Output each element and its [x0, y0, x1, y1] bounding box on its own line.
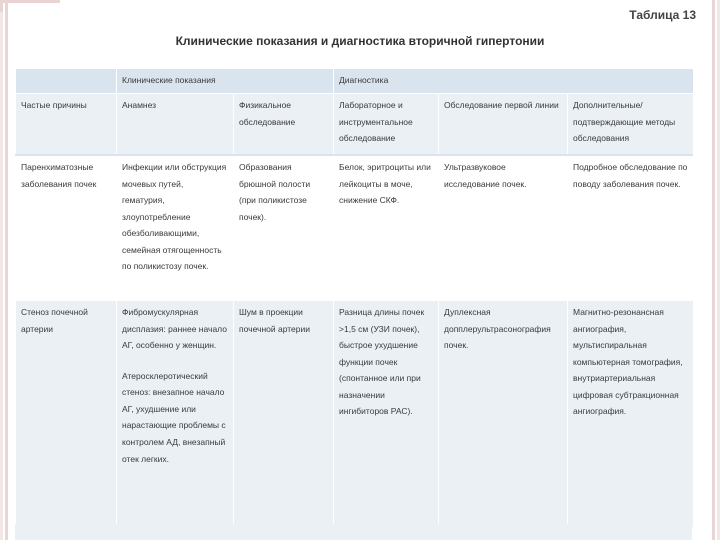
slide-frame-corner — [0, 0, 60, 12]
paragraph-gap — [122, 354, 228, 368]
cell-anamnesis: Инфекции или обструкция мочевых путей, гематурия, злоупотребление обезболивающими, семейная отягощенность по поликистозу почек. — [117, 155, 234, 301]
table-number: Таблица 13 — [629, 8, 696, 22]
column-header-physical: Физикальное обследование — [234, 94, 334, 156]
diagnostics-table — [15, 68, 693, 527]
header-blank-cell — [16, 69, 117, 94]
slide-frame-left — [0, 0, 10, 540]
cell-additional: Магнитно-резонансная ангиография, мультиспиральная компьютерная томография, внутриартериальная цифровая субтракционная ангиография. — [568, 301, 693, 528]
cell-physical: Образования брюшной полости (при поликистозе почек). — [234, 155, 334, 301]
table-continuation-strip — [15, 524, 692, 540]
cell-lab: Белок, эритроциты или лейкоциты в моче, снижение СКФ. — [334, 155, 439, 301]
group-header-diagnostics: Диагностика — [334, 69, 693, 94]
column-header-additional: Дополнительные/ подтверждающие методы обследования — [568, 94, 693, 156]
column-header-anamnesis: Анамнез — [117, 94, 234, 156]
cell-cause: Стеноз почечной артерии — [16, 301, 117, 528]
column-header-cause: Частые причины — [16, 94, 117, 156]
column-header-row — [16, 94, 693, 156]
group-header-row — [16, 69, 693, 94]
cell-anamnesis-extra: Атеросклеротический стеноз: внезапное начало АГ, ухудшение или нарастающие проблемы с контролем АД, внезапный отек легких. — [122, 370, 226, 464]
cell-additional: Подробное обследование по поводу заболевания почек. — [568, 155, 693, 301]
column-header-first-line: Обследование первой линии — [439, 94, 568, 156]
cell-first-line: Дуплексная допплерультрасонография почек. — [439, 301, 568, 528]
cell-first-line: Ультразвуковое исследование почек. — [439, 155, 568, 301]
cell-physical: Шум в проекции почечной артерии — [234, 301, 334, 528]
page-title: Клинические показания и диагностика вторичной гипертонии — [175, 34, 545, 48]
cell-anamnesis — [117, 301, 234, 528]
table-row — [16, 301, 693, 528]
cell-lab: Разница длины почек >1,5 см (УЗИ почек), быстрое ухудшение функции почек (спонтанное или при назначении ингибиторов РАС). — [334, 301, 439, 528]
cell-cause: Паренхиматозные заболевания почек — [16, 155, 117, 301]
slide-frame-right — [710, 0, 720, 540]
column-header-lab: Лабораторное и инструментальное обследование — [334, 94, 439, 156]
table-row — [16, 155, 693, 301]
group-header-clinical: Клинические показания — [117, 69, 334, 94]
cell-anamnesis-text: Фибромускулярная дисплазия: раннее начало АГ, особенно у женщин. — [122, 307, 227, 351]
